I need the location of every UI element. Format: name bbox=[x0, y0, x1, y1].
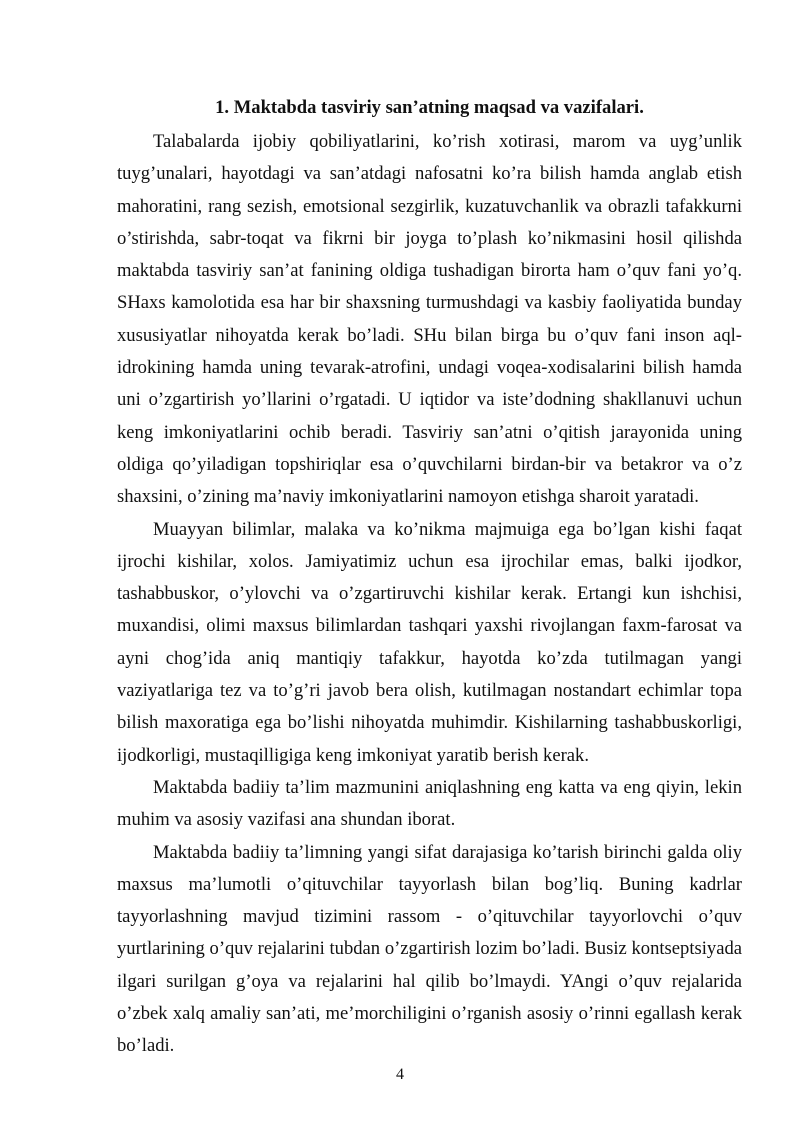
page-number: 4 bbox=[396, 1066, 404, 1083]
section-heading bbox=[117, 92, 742, 124]
section-heading-title: 1. Maktabda tasviriy san’atning maqsad va vazifalari bbox=[215, 97, 640, 118]
document-page bbox=[117, 92, 742, 1063]
paragraph-4: Maktabda badiiy ta’limning yangi sifat darajasiga ko’tarish birinchi galda oliy maxsus ma’lumotli o’qituvchilar tayyorlash bilan bog’liq. Buning kadrlar tayyorlashning mavjud tizimini rassom - o’qituvchilar tayyorlovchi o’quv yurtlarining o’quv rejalarini tubdan o’zgartirish lozim bo’ladi. Busiz kontseptsiyada ilgari surilgan g’oya va rejalarini hal qilib bo’lmaydi. YAngi o’quv rejalarida o’zbek xalq amaliy san’ati, me’morchiligini o’rganish asosiy o’rinni egallash kerak bo’ladi. bbox=[117, 841, 742, 1057]
paragraph-1: Talabalarda ijobiy qobiliyatlarini, ko’rish xotirasi, marom va uyg’unlik tuyg’unalari, hayotdagi va san’atdagi nafosatni ko’ra bilish hamda anglab etish mahoratini, rang sezish, emotsional sezgirlik, kuzatuvchanlik va obrazli tafakkurni o’stirishda, sabr-toqat va fikrni bir joyga to’plash ko’nikmasini hosil qilishda maktabda tasviriy san’at fanining oldiga tushadigan birorta ham o’quv fani yo’q. SHaxs kamolotida esa har bir shaxsning turmushdagi va kasbiy faoliyatida bunday xususiyatlar nihoyatda kerak bo’ladi. SHu bilan birga bu o’quv fani inson aql-idrokining hamda uning tevarak-atrofini, undagi voqea-xodisalarini bilish hamda uni o’zgartirish yo’llarini o’rgatadi. U iqtidor va iste’dodning shakllanuvi uchun keng imkoniyatlarini ochib beradi. Tasviriy san’atni o’qitish jarayonida uning oldiga qo’yiladigan topshiriqlar esa o’quvchilarni birdan-bir va betakror va o’z shaxsini, o’zining ma’naviy imkoniyatlarini namoyon etishga sharoit yaratadi. bbox=[117, 131, 742, 508]
paragraph-2: Muayyan bilimlar, malaka va ko’nikma majmuiga ega bo’lgan kishi faqat ijrochi kishilar, xolos. Jamiyatimiz uchun esa ijrochilar emas, balki ijodkor, tashabbuskor, o’ylovchi va o’zgartiruvchi kishilar kerak. Ertangi kun ishchisi, muxandisi, olimi maxsus bilimlardan tashqari yaxshi rivojlangan faxm-farosat va ayni chog’ida aniq mantiqiy tafakkur, hayotda ko’zda tutilmagan yangi vaziyatlariga tez va to’g’ri javob bera olish, kutilmagan nostandart echimlar topa bilish maxoratiga ega bo’lishi nihoyatda muhimdir. Kishilarning tashabbuskorligi, ijodkorligi, mustaqilligiga keng imkoniyat yaratib berish kerak. bbox=[117, 518, 742, 766]
section-heading-period: . bbox=[639, 97, 644, 118]
paragraph-3: Maktabda badiiy ta’lim mazmunini aniqlashning eng katta va eng qiyin, lekin muhim va asosiy vazifasi ana shundan iborat. bbox=[117, 776, 742, 831]
